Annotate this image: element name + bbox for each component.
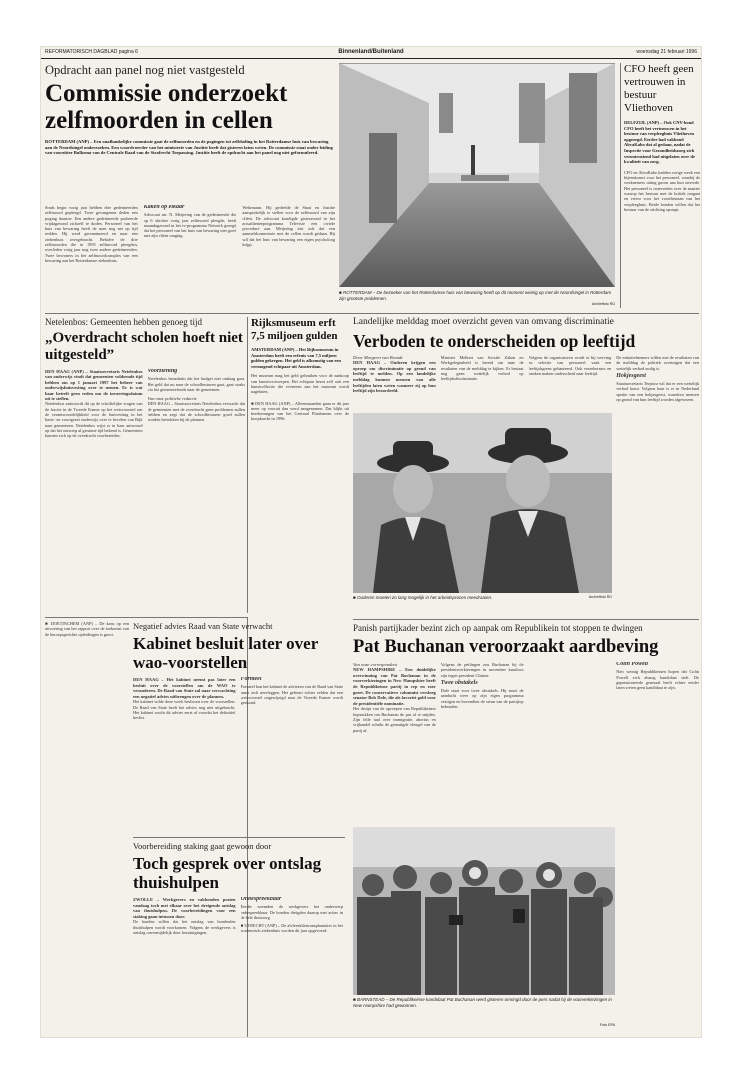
cells-corridor-photo (339, 63, 615, 287)
cells-caption-text: ROTTERDAM – De bezoeker van het Rotterdamse huis van bewaring heeft op dit moment weinig op met de Noordsingel in Rotterdam zijn grootste problemen. (339, 290, 612, 301)
mid-rule-right (353, 619, 699, 620)
article-thuishulp: Voorbereiding staking gaat gewoon door Toch gesprek over ontslag thuishulpen ZWOLLE – Werkgevers en vakbonden praten vandaag toch met elkaar over het dreigende ontslag van thuishulpen. De voorbereidingen voor een staking gaan intussen door. De bonden willen dat het ontslag van honderden thuishulpen wordt voorkomen. Volgens de werkgevers is ontslag onvermijdelijk door bezuinigingen. Onbespreekbaar Eerder noemden de werkgevers het onderwerp onbespreekbaar. De bonden dreigden daarop met acties in de hele thuiszorg. ■ UTRECHT (ANP) – De alvleeskliertransplantaties in het academisch ziekenhuis worden dit jaar opgevoerd. (133, 841, 343, 935)
page-header (41, 47, 701, 59)
buchanan-body-4: Niet weinig Republikeinen hopen dat Colin Powell zich alsnog kandidaat stelt. De gepensioneerde generaal heeft echter eerder laten weten geen kandidaat te zijn. (616, 669, 699, 691)
buchanan-photo (353, 827, 615, 995)
scholen-headline: „Overdracht scholen hoeft niet uitgesteld” (45, 330, 243, 363)
buchanan-body-2: Volgens de peilingen zou Buchanan bij de presidentsverkiezingen in november kansloos zijn tegen president Clinton. (440, 662, 524, 678)
cells-subhead: Kaken op elkaar (143, 205, 185, 210)
thuishulp-body-1: De bonden willen dat het ontslag van honderden thuishulpen wordt voorkomen. Volgens de werkgevers is ontslag onvermijdelijk door bezuinigingen. (133, 919, 236, 935)
buchanan-photo-caption: ■ BARNSTEAD – De Republikeinse kandidaat Pat Buchanan werd gisteren omringd door de pers nadat hij de voorverkiezingen in New Hampshire had gewonnen. (353, 997, 612, 1008)
wao-brief: DOETINCHEM (ANP) – De kans op een uitvoering van het rapport over de toekomst van de beroepsgerichte opleidingen is groot. (45, 621, 129, 637)
rijks-headline: Rijksmuseum erft 7,5 miljoen gulden (251, 317, 338, 342)
thuishulp-body-2: Eerder noemden de werkgevers het onderwerp onbespreekbaar. De bonden dreigden daarop met acties in de hele thuiszorg. (240, 904, 343, 920)
cfo-divider (620, 63, 621, 308)
thuishulp-kicker: Voorbereiding staking gaat gewoon door (133, 841, 272, 851)
thuishulp-rule (133, 837, 345, 838)
buchanan-byline: Van onze correspondent (353, 662, 397, 667)
buchanan-subhead-1: Twee obstakels (440, 679, 478, 686)
scholen-lead: DEN HAAG (ANP) – Staatssecretaris Netelenbos van onderwijs vindt dat gemeenten voldoende tijd hebben om op 1 januari 1997 het beheer van onderwijshuisvesting over te nemen. Er is wat haar betreft geen reden om de invoeringsdatum uit te stellen. (45, 369, 143, 402)
cfo-lead: DELFZIJL (ANP) – Ook CNV-bond CFO heeft het vertrouwen in het bestuur van verpleeghuis Vliethoven opgezegd. Eerder had vakbond AbvaKabo dat al gedaan, nadat de Inspectie voor Gezondheidszorg zich verontrustend had uitgelaten over de kwaliteit van zorg. (624, 120, 695, 165)
cells-lead: ROTTERDAM (ANP) – Een onafhankelijke commissie gaat de zelfmoorden en de pogingen tot zelfdoding in het Rotterdamse huis van bewaring aan de Noordsingel onderzoeken. Een woordvoerder van het ministerie van Justitie heeft dat gisteren laten weten. De commissie staat onder leiding van voorzitter Bulkema van de Centrale Raad van de Strafrecht Toepassing. Justitie heeft de opdracht aan het panel nog niet geformuleerd. (45, 139, 333, 156)
header-publication: REFORMATORISCH DAGBLAD pagina 6 (45, 49, 138, 55)
scholen-subhead-1: Voorziening (147, 369, 178, 374)
discr-photo (353, 413, 612, 593)
newspaper-page (40, 46, 702, 1038)
rijks-brief: DEN HAAG (ANP) – Alleenstaanden gaan er dit jaar meer op vooruit dan werd aangenomen. Dat blijkt uit berekeningen van het Centraal Planbureau over de koopkracht in 1996. (251, 400, 349, 422)
discr-photo-credit: Archieffoto RD (588, 595, 612, 599)
thuishulp-headline: Toch gesprek over ontslag thuishulpen (133, 854, 322, 892)
cells-photo-caption: ■ ROTTERDAM – De bezoeker van het Rotterdamse huis van bewaring heeft op dit moment weinig op met de Noordsingel in Rotterdam zijn grootste problemen. (339, 290, 612, 301)
cells-photo-credit: Archieffoto RD (591, 302, 615, 306)
discr-subhead: Hokjesgeest (616, 372, 646, 379)
header-section: Binnenland/Buitenland (338, 49, 404, 55)
scholen-body-4: DEN HAAG – Staatssecretaris Netelenbos verwacht dat de gemeenten met de overdracht geen problemen zullen hebben en zegt dat de schoolbesturen goed zullen worden betrokken bij de plannen. (147, 401, 245, 423)
article-cfo (624, 63, 700, 309)
wao-headline: Kabinet besluit later over wao-voorstellen (133, 634, 318, 672)
wao-body-1: Het kabinet wilde deze week beslissen over de voorstellen. De Raad van State heeft het advies nog niet uitgebracht. Het kabinet wacht dit advies eerst af voordat het definitief beslist. (133, 699, 236, 721)
rijks-body: Het museum mag het geld gebruiken voor de aankoop van kunstvoorwerpen. Het echtpaar bezat zelf ook een kunstcollectie die eveneens aan het museum wordt nagelaten. (251, 373, 349, 395)
discr-body-1: Minister Melkert van Sociale Zaken en Werkgelegenheid is bereid om naar de resultaten van de melddag te kijken. Er bestaat nog geen wettelijk verbod op leeftijdsdiscriminatie. (440, 355, 524, 382)
thuishulp-lead: ZWOLLE – Werkgevers en vakbonden praten vandaag toch met elkaar over het dreigende ontslag van thuishulpen. De voorbereidingen voor een staking gaan intussen door. (133, 897, 236, 919)
discr-body-3: De initiatiefnemers willen met de resultaten van de melddag de politiek overtuigen dat een wettelijk verbod nodig is. (616, 355, 699, 371)
discr-caption-text: Ouderen moeten zo lang mogelijk in het arbeidsproces meedraaien. (356, 595, 493, 600)
scholen-subhead-2: Van onze politieke redactie (147, 396, 197, 402)
cells-kicker: Opdracht aan panel nog niet vastgesteld (45, 63, 245, 77)
cfo-body: CFO en AbvaKabo hadden vorige week een bijeenkomst voor het personeel, waarbij de werknemers uiting gaven aan hun onvrede. Het personeel is ontevreden over de manier waarop het bestuur met de kritiek omgaat en vreest voor het voortbestaan van het verpleeghuis. Beide bonden willen dat het bestuur van de stichting opstapt. (624, 169, 700, 212)
cells-body-4: Wehrmann. Hij gedeelde de Staat en Justitie aansprakelijk te stellen voor de zelfmoord van zijn cliënt. De advocaat kondigde gisteravond in het actualiteitenprogramma Televisie een civiele procedure aan. (242, 205, 335, 232)
cells-body-2: Behalve de drie zelfmoorden die in 1995 zelfmoord pleegden, overleden vorig jaar nog twee andere gedetineerden. Twee bewoners in het zelfmoordcomplex van een bewaring aan het Rotterdamse ziekenhuis. (45, 236, 138, 263)
scholen-body-3: Netelenbos benadrukt dat het budget niet omlaag gaat. Het geld dat nu naar de schoolbesturen gaat, gaat straks via het gemeentefonds naar de gemeenten. (147, 376, 245, 392)
cfo-headline: CFO heeft geen vertrouwen in bestuur Vliethoven (624, 63, 694, 114)
left-brief-column: ■ DOETINCHEM (ANP) – De kans op een uitvoering van het rapport over de toekomst van de beroepsgerichte opleidingen is groot. (45, 621, 129, 637)
discr-byline: Door Margreet van Brandt (353, 355, 403, 360)
buchanan-headline: Pat Buchanan veroorzaakt aardbeving (353, 637, 659, 657)
cells-body-3: Advocaat mr. N. Meijering van de gedetineerde die op 6 oktober vorig jaar zelfmoord pleegde, heeft maandagavond in het tv-programma Netwerk gezegd dat het personeel van het huis van bewaring niet goed met zijn cliënt omging. (143, 212, 237, 239)
cells-headline: Commissie onderzoekt zelfmoorden in cellen (45, 80, 288, 134)
article-scholen (45, 317, 245, 613)
article-rijksmuseum: Rijksmuseum erft 7,5 miljoen gulden AMSTERDAM (ANP) – Het Rijksmuseum in Amsterdam heeft een erfenis van 7,5 miljoen gulden gekregen. Het geld is afkomstig van een vermogend echtpaar uit Amsterdam. Het museum mag het geld gebruiken voor de aankoop van kunstvoorwerpen. Het echtpaar bezat zelf ook een kunstcollectie die eveneens aan het museum wordt nagelaten. ■ DEN HAAG (ANP) – Alleenstaanden gaan er dit jaar meer op vooruit dan werd aangenomen. Dat blijkt uit berekeningen van het Centraal Planbureau over de koopkracht in 1996. (251, 317, 349, 422)
article-cells (45, 63, 335, 313)
buchanan-lead: NEW HAMPSHIRE – Een duidelijke overwinning van Pat Buchanan in de voorverkiezingen in New Hampshire heeft de Republikeinse partij in rep en roer gezet. De conservatieve columnist versloeg senator Bob Dole, die als favoriet gold voor de presidentiële nominatie. (353, 667, 436, 706)
cells-body-5: Meijering eist ook dat een aanmeldcommissie met de cellen wordt gedaan. Hij wil dat het huis van bewaring een eigen psycholoog krijgt. (242, 226, 335, 248)
thuishulp-brief: UTRECHT (ANP) – De alvleeskliertransplantaties in het academisch ziekenhuis worden dit jaar opgevoerd. (240, 923, 343, 934)
buchanan-caption-text: BARNSTEAD – De Republikeinse kandidaat Pat Buchanan werd gisteren omringd door de pers nadat hij de voorverkiezingen in New Hampshire had gewonnen. (353, 997, 612, 1008)
article-wao (133, 621, 343, 833)
buchanan-body-1: Het druipt van de oproepen van Republikeinse kopstukken om Buchanan de pas af te snijden. Zijn felle taal over immigratie, abortus en vrijhandel schrikt de gematigde vleugel van de partij af. (353, 706, 436, 733)
scholen-kicker: Netelenbos: Gemeenten hebben genoeg tijd (45, 317, 202, 327)
discr-kicker: Landelijke melddag moet overzicht geven van omvang discriminatie (353, 317, 614, 327)
scholen-body-2: Netelenbos wijst er in haar antwoord op dat het ontwerp al geruime tijd bekend is. Gemeenten kunnen zich op de overdracht voorbereiden. (45, 422, 143, 439)
wao-subhead: Formeel (240, 677, 262, 682)
rijks-divider (247, 317, 248, 613)
buchanan-photo-credit: Foto EPA (599, 1023, 615, 1027)
buchanan-body-3: Dole staat voor twee obstakels. Hij moet de aandacht weer op zijn eigen programma vestigen en bovendien de steun van de partijtop behouden. (440, 688, 524, 710)
rijks-lead: AMSTERDAM (ANP) – Het Rijksmuseum in Amsterdam heeft een erfenis van 7,5 miljoen gulden gekregen. Het geld is afkomstig van een vermogend echtpaar uit Amsterdam. (251, 347, 341, 369)
wao-body-2: Formeel kan het kabinet de adviezen van de Raad van State naast zich neerleggen. Het gebeurt echter zelden dat een wetsvoorstel ongewijzigd naar de Tweede Kamer wordt gestuurd. (240, 684, 343, 706)
thuishulp-subhead: Onbespreekbaar (240, 897, 282, 902)
discr-lead: DEN HAAG – Ouderen krijgen een oproep om discriminatie op grond van leeftijd te melden. Op een landelijke melddag kunnen mensen van alle leeftijden laten weten wanneer zij op hun leeftijd zijn beoordeeld. (353, 360, 436, 394)
discr-body-2: Volgens de organisatoren wordt er bij werving en selectie van personeel vaak een leeftijdsgrens gehanteerd. Ook verzekeraars en banken maken onderscheid naar leeftijd. (528, 355, 612, 376)
scholen-body-1: Netelenbos antwoordt dit op de schriftelijke vragen van de fractie in de Tweede Kamer op het wetsvoorstel om de verantwoordelijkheid voor de huisvesting in het basis- en voortgezet onderwijs over te hevelen van Rijk naar gemeenten. (45, 401, 143, 428)
buchanan-kicker: Panish partijkader bezint zich op aanpak om Republikein tot stoppen te dwingen (353, 623, 643, 633)
discr-body-4: Staatssecretaris Terpstra wil dat er een wettelijk verbod komt. Volgens haar is er in Nederland sprake van een hokjesgeest, waardoor mensen op grond van hun leeftijd worden afgewezen. (616, 381, 699, 403)
mid-rule-left (45, 617, 247, 618)
cells-body-1: Sinds begin vorig jaar hebben drie gedetineerden zelfmoord gepleegd. Twee gevangenen deden een poging daartoe. Een andere gedetineerde probeerde vrijdagavond zichzelf te doden. Personeel van het huis van bewaring heeft de man nog net op tijd redden. Hij werd gereanimeerd en naar een ziekenhuis overgebracht. (45, 205, 138, 242)
wao-lead: DEN HAAG – Het kabinet neemt pas later een besluit over de voorstellen om de WAO te veranderen. De Raad van State zal naar verwachting een negatief advies uitbrengen over de plannen. (133, 677, 236, 699)
wao-kicker: Negatief advies Raad van State verwacht (133, 621, 273, 631)
buchanan-subhead-2: Colin Powell (616, 662, 649, 667)
discr-photo-caption: ■ Ouderen moeten zo lang mogelijk in het arbeidsproces meedraaien. (353, 595, 493, 600)
discr-headline: Verboden te onderscheiden op leeftijd (353, 331, 636, 351)
top-rule (45, 313, 699, 314)
header-date: woensdag 21 februari 1996 (636, 49, 697, 55)
